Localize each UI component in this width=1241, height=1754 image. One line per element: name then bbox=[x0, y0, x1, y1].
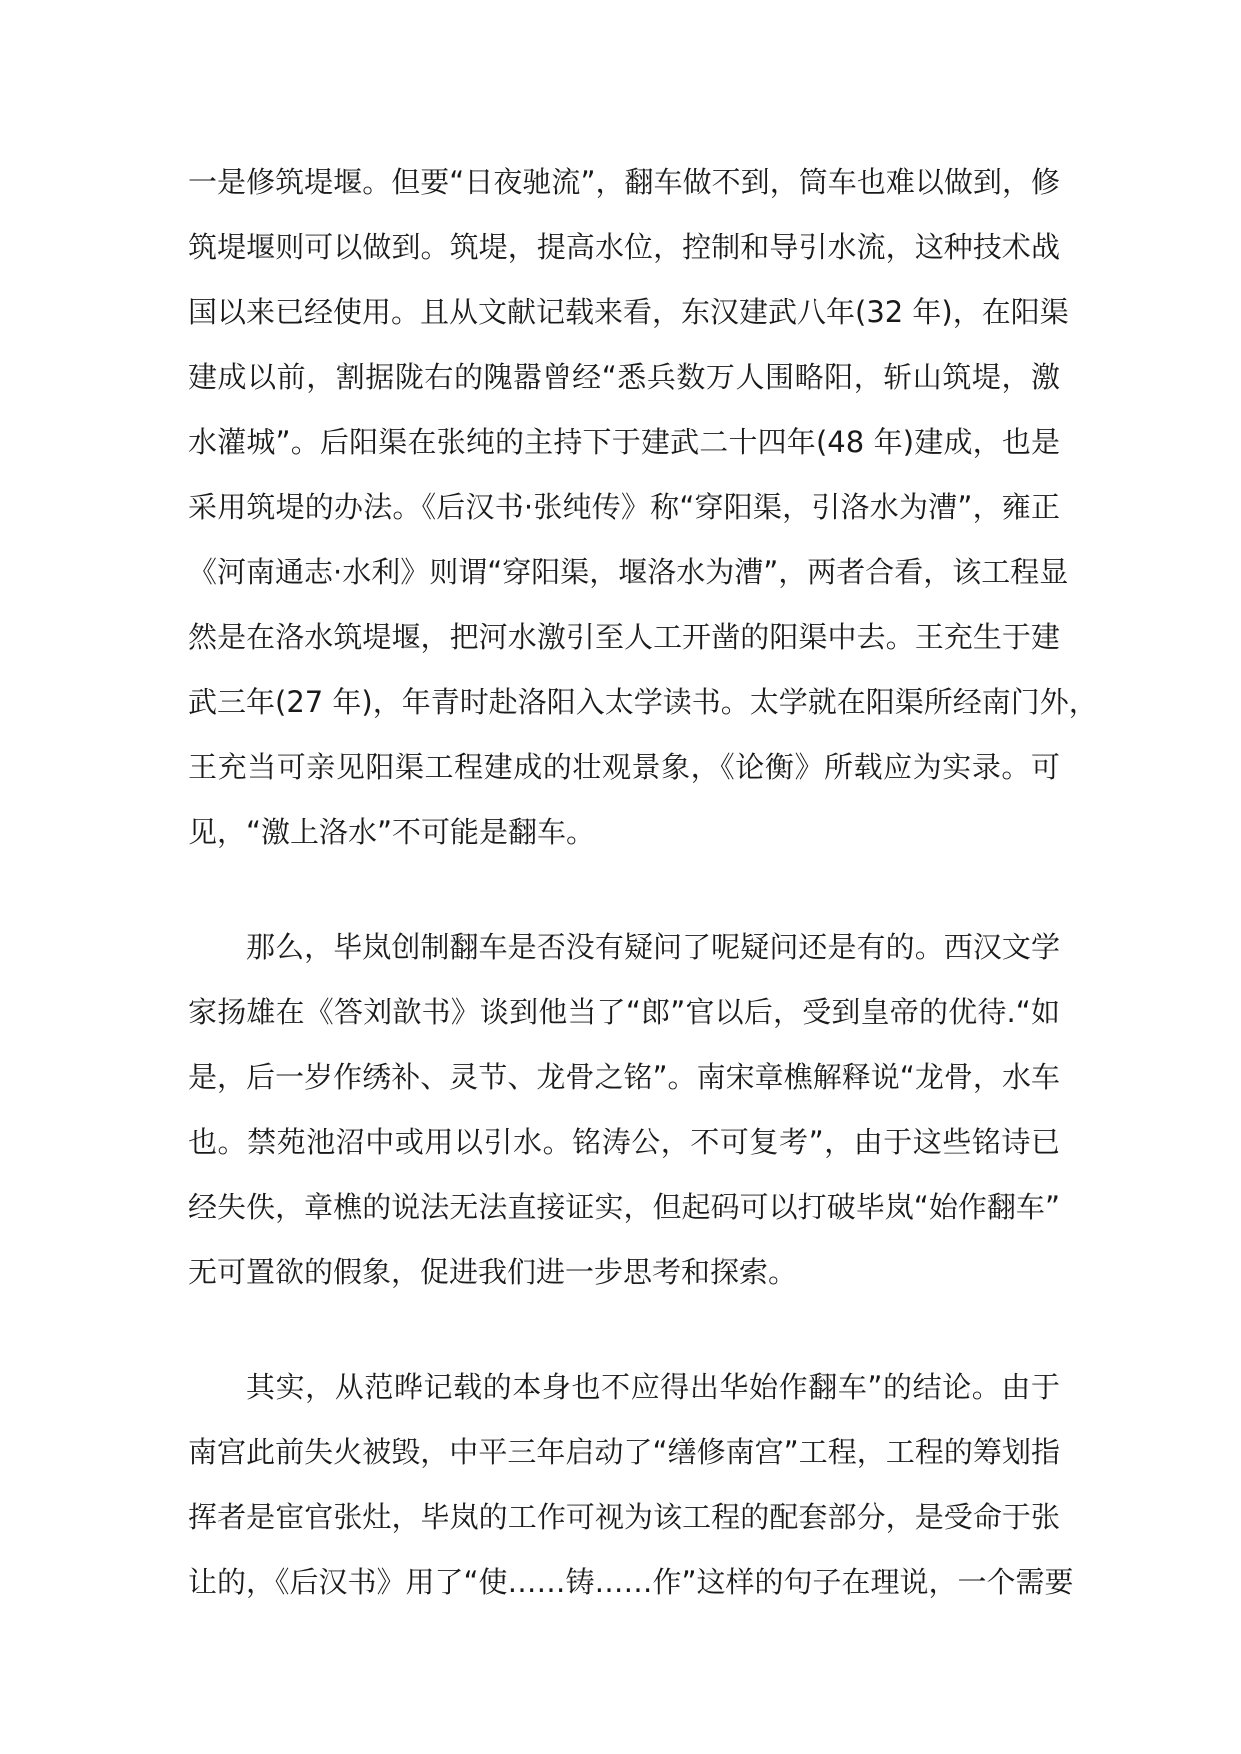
paragraph-line: 采用筑堤的办法。《后汉书·张纯传》称“穿阳渠，引洛水为漕”，雍正 bbox=[188, 490, 1060, 524]
paragraph-line: 让的，《后汉书》用了“使……铸……作”这样的句子在理说，一个需要 bbox=[188, 1565, 1074, 1599]
paragraph-line: 家扬雄在《答刘歆书》谈到他当了“郎”官以后，受到皇帝的优待.“如 bbox=[188, 995, 1060, 1029]
paragraph-line: 然是在洛水筑堤堰，把河水激引至人工开凿的阳渠中去。王充生于建 bbox=[188, 620, 1060, 654]
paragraph-line: 国以来已经使用。且从文献记载来看，东汉建武八年(32 年)，在阳渠 bbox=[188, 295, 1069, 329]
paragraph-line: 水灌城”。后阳渠在张纯的主持下于建武二十四年(48 年)建成，也是 bbox=[188, 425, 1060, 459]
paragraph-spacer bbox=[188, 873, 1060, 923]
paragraph-line: 一是修筑堤堰。但要“日夜驰流”，翻车做不到，筒车也难以做到，修 bbox=[188, 165, 1060, 199]
paragraph-1 bbox=[188, 158, 1098, 873]
paragraph-line: 是，后一岁作绣补、灵节、龙骨之铭”。南宋章樵解释说“龙骨，水车 bbox=[188, 1060, 1060, 1094]
paragraph-3 bbox=[188, 1363, 1074, 1623]
paragraph-line: 南宫此前失火被毁，中平三年启动了“缮修南宫”工程，工程的筹划指 bbox=[188, 1435, 1060, 1469]
paragraph-line: 无可置欲的假象，促进我们进一步思考和探索。 bbox=[188, 1255, 798, 1289]
paragraph-line: 那么，毕岚创制翻车是否没有疑问了呢疑问还是有的。西汉文学 bbox=[246, 930, 1060, 964]
paragraph-line: 其实，从范晔记载的本身也不应得出华始作翻车”的结论。由于 bbox=[246, 1370, 1060, 1404]
paragraph-line: 筑堤堰则可以做到。筑堤，提高水位，控制和导引水流，这种技术战 bbox=[188, 230, 1060, 264]
paragraph-line: 也。禁苑池沼中或用以引水。铭涛公，不可复考”，由于这些铭诗已 bbox=[188, 1125, 1060, 1159]
paragraph-line: 经失佚，章樵的说法无法直接证实，但起码可以打破毕岚“始作翻车” bbox=[188, 1190, 1060, 1224]
paragraph-line: 王充当可亲见阳渠工程建成的壮观景象，《论衡》所载应为实录。可 bbox=[188, 750, 1060, 784]
document-body bbox=[188, 158, 1098, 1623]
paragraph-line: 挥者是宦官张灶，毕岚的工作可视为该工程的配套部分，是受命于张 bbox=[188, 1500, 1060, 1534]
paragraph-2 bbox=[188, 923, 1060, 1313]
paragraph-line: 见，“激上洛水”不可能是翻车。 bbox=[188, 815, 596, 849]
paragraph-line: 武三年(27 年)，年青时赴洛阳入太学读书。太学就在阳渠所经南门外， bbox=[188, 685, 1098, 719]
paragraph-spacer bbox=[188, 1313, 1060, 1363]
paragraph-line: 《河南通志·水利》则谓“穿阳渠，堰洛水为漕”，两者合看，该工程显 bbox=[188, 555, 1069, 589]
paragraph-line: 建成以前，割据陇右的隗嚣曾经“悉兵数万人围略阳，斩山筑堤，激 bbox=[188, 360, 1060, 394]
